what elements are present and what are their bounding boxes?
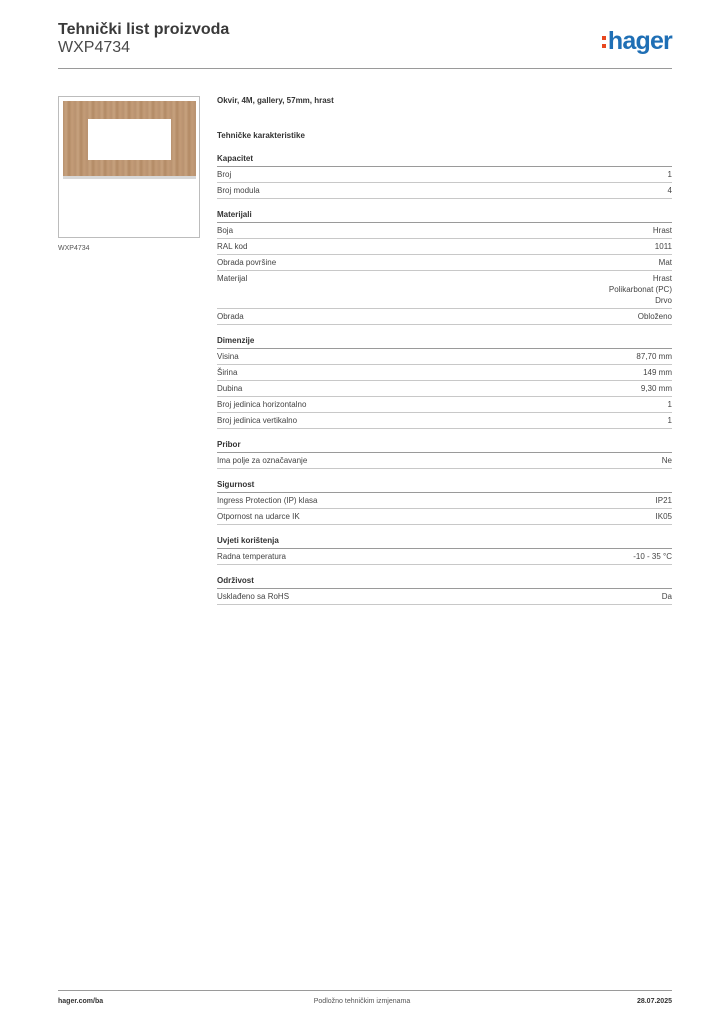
spec-value-line: Mat <box>658 258 672 267</box>
spec-value-line: 87,70 mm <box>636 352 672 361</box>
footer-divider <box>58 990 672 991</box>
spec-section <box>217 440 672 469</box>
spec-value <box>668 185 672 196</box>
spec-row <box>217 255 672 271</box>
hager-logo[interactable] <box>602 27 672 56</box>
spec-value-line: Ne <box>661 456 672 465</box>
spec-value <box>636 351 672 362</box>
spec-label: Obrada <box>217 312 244 321</box>
product-image <box>58 96 200 238</box>
spec-value <box>656 511 672 522</box>
spec-value <box>662 455 672 466</box>
spec-value <box>662 591 672 602</box>
spec-section <box>217 154 672 199</box>
spec-row <box>217 509 672 525</box>
spec-value <box>659 257 672 268</box>
spec-section <box>217 336 672 429</box>
spec-label: Otpornost na udarce IK <box>217 512 300 521</box>
section-title: Sigurnost <box>217 480 672 493</box>
product-image-caption: WXP4734 <box>58 245 90 252</box>
footer-website-link[interactable]: hager.com/ba <box>58 998 104 1005</box>
section-title: Uvjeti korištenja <box>217 536 672 549</box>
spec-section <box>217 576 672 605</box>
spec-row <box>217 365 672 381</box>
spec-label: Usklađeno sa RoHS <box>217 592 290 601</box>
spec-value-line: -10 - 35 °C <box>633 552 672 561</box>
spec-row <box>217 239 672 255</box>
frame-shadow <box>63 176 196 179</box>
spec-label: Širina <box>217 368 238 377</box>
spec-value-line: Da <box>661 592 672 601</box>
spec-label: Obrada površine <box>217 258 277 267</box>
spec-value <box>656 495 672 506</box>
spec-section <box>217 480 672 525</box>
spec-value <box>609 273 672 306</box>
spec-row <box>217 183 672 199</box>
spec-value-line: 1 <box>667 416 672 425</box>
spec-row <box>217 413 672 429</box>
spec-label: Broj <box>217 170 232 179</box>
spec-row <box>217 453 672 469</box>
spec-row <box>217 271 672 309</box>
footer-note: Podložno tehničkim izmjenama <box>313 998 411 1005</box>
spec-value <box>668 415 672 426</box>
spec-label: Broj jedinica vertikalno <box>217 416 298 425</box>
page-title: Tehnički list proizvoda <box>58 21 230 38</box>
spec-label: Broj jedinica horizontalno <box>217 400 307 409</box>
spec-value-line: IK05 <box>655 512 672 521</box>
spec-value-line: Polikarbonat (PC) <box>608 285 672 294</box>
spec-value <box>668 399 672 410</box>
spec-value-line: Drvo <box>655 296 672 305</box>
spec-label: Radna temperatura <box>217 552 286 561</box>
spec-value-line: 1011 <box>654 242 672 251</box>
spec-label: Broj modula <box>217 186 260 195</box>
spec-label: Dubina <box>217 384 243 393</box>
spec-value-line: 4 <box>667 186 672 195</box>
spec-row <box>217 167 672 183</box>
spec-row <box>217 493 672 509</box>
spec-value <box>653 225 672 236</box>
product-title: Okvir, 4M, gallery, 57mm, hrast <box>217 96 334 105</box>
section-title: Kapacitet <box>217 154 672 167</box>
spec-section <box>217 536 672 565</box>
spec-value-line: 1 <box>667 400 672 409</box>
section-title: Pribor <box>217 440 672 453</box>
spec-label: Materijal <box>217 274 248 283</box>
tech-heading: Tehničke karakteristike <box>217 131 305 140</box>
spec-label: Visina <box>217 352 239 361</box>
spec-row <box>217 397 672 413</box>
logo-dots-icon <box>602 36 606 48</box>
spec-content <box>217 96 672 605</box>
spec-row <box>217 381 672 397</box>
spec-sections <box>217 154 672 605</box>
spec-value <box>668 169 672 180</box>
spec-row <box>217 223 672 239</box>
logo-text: hager <box>607 27 672 55</box>
section-title: Održivost <box>217 576 672 589</box>
spec-value-line: IP21 <box>655 496 672 505</box>
spec-value-line: Obloženo <box>637 312 672 321</box>
product-code: WXP4734 <box>58 39 131 56</box>
spec-label: Boja <box>217 226 234 235</box>
spec-label: Ima polje za označavanje <box>217 456 308 465</box>
spec-row <box>217 309 672 325</box>
header-divider <box>58 68 672 69</box>
spec-label: RAL kod <box>217 242 248 251</box>
spec-value <box>641 383 672 394</box>
spec-value <box>633 551 672 562</box>
spec-value <box>655 241 672 252</box>
spec-value <box>643 367 672 378</box>
spec-label: Ingress Protection (IP) klasa <box>217 496 318 505</box>
spec-value-line: Hrast <box>652 274 672 283</box>
spec-value-line: 149 mm <box>643 368 672 377</box>
spec-value-line: Hrast <box>652 226 672 235</box>
section-title: Dimenzije <box>217 336 672 349</box>
spec-row <box>217 589 672 605</box>
spec-value-line: 1 <box>667 170 672 179</box>
spec-row <box>217 349 672 365</box>
oak-frame-image <box>63 101 196 176</box>
frame-opening <box>88 119 171 160</box>
spec-section <box>217 210 672 325</box>
spec-row <box>217 549 672 565</box>
spec-value <box>638 311 672 322</box>
footer-date: 28.07.2025 <box>636 998 672 1005</box>
section-title: Materijali <box>217 210 672 223</box>
spec-value-line: 9,30 mm <box>640 384 672 393</box>
